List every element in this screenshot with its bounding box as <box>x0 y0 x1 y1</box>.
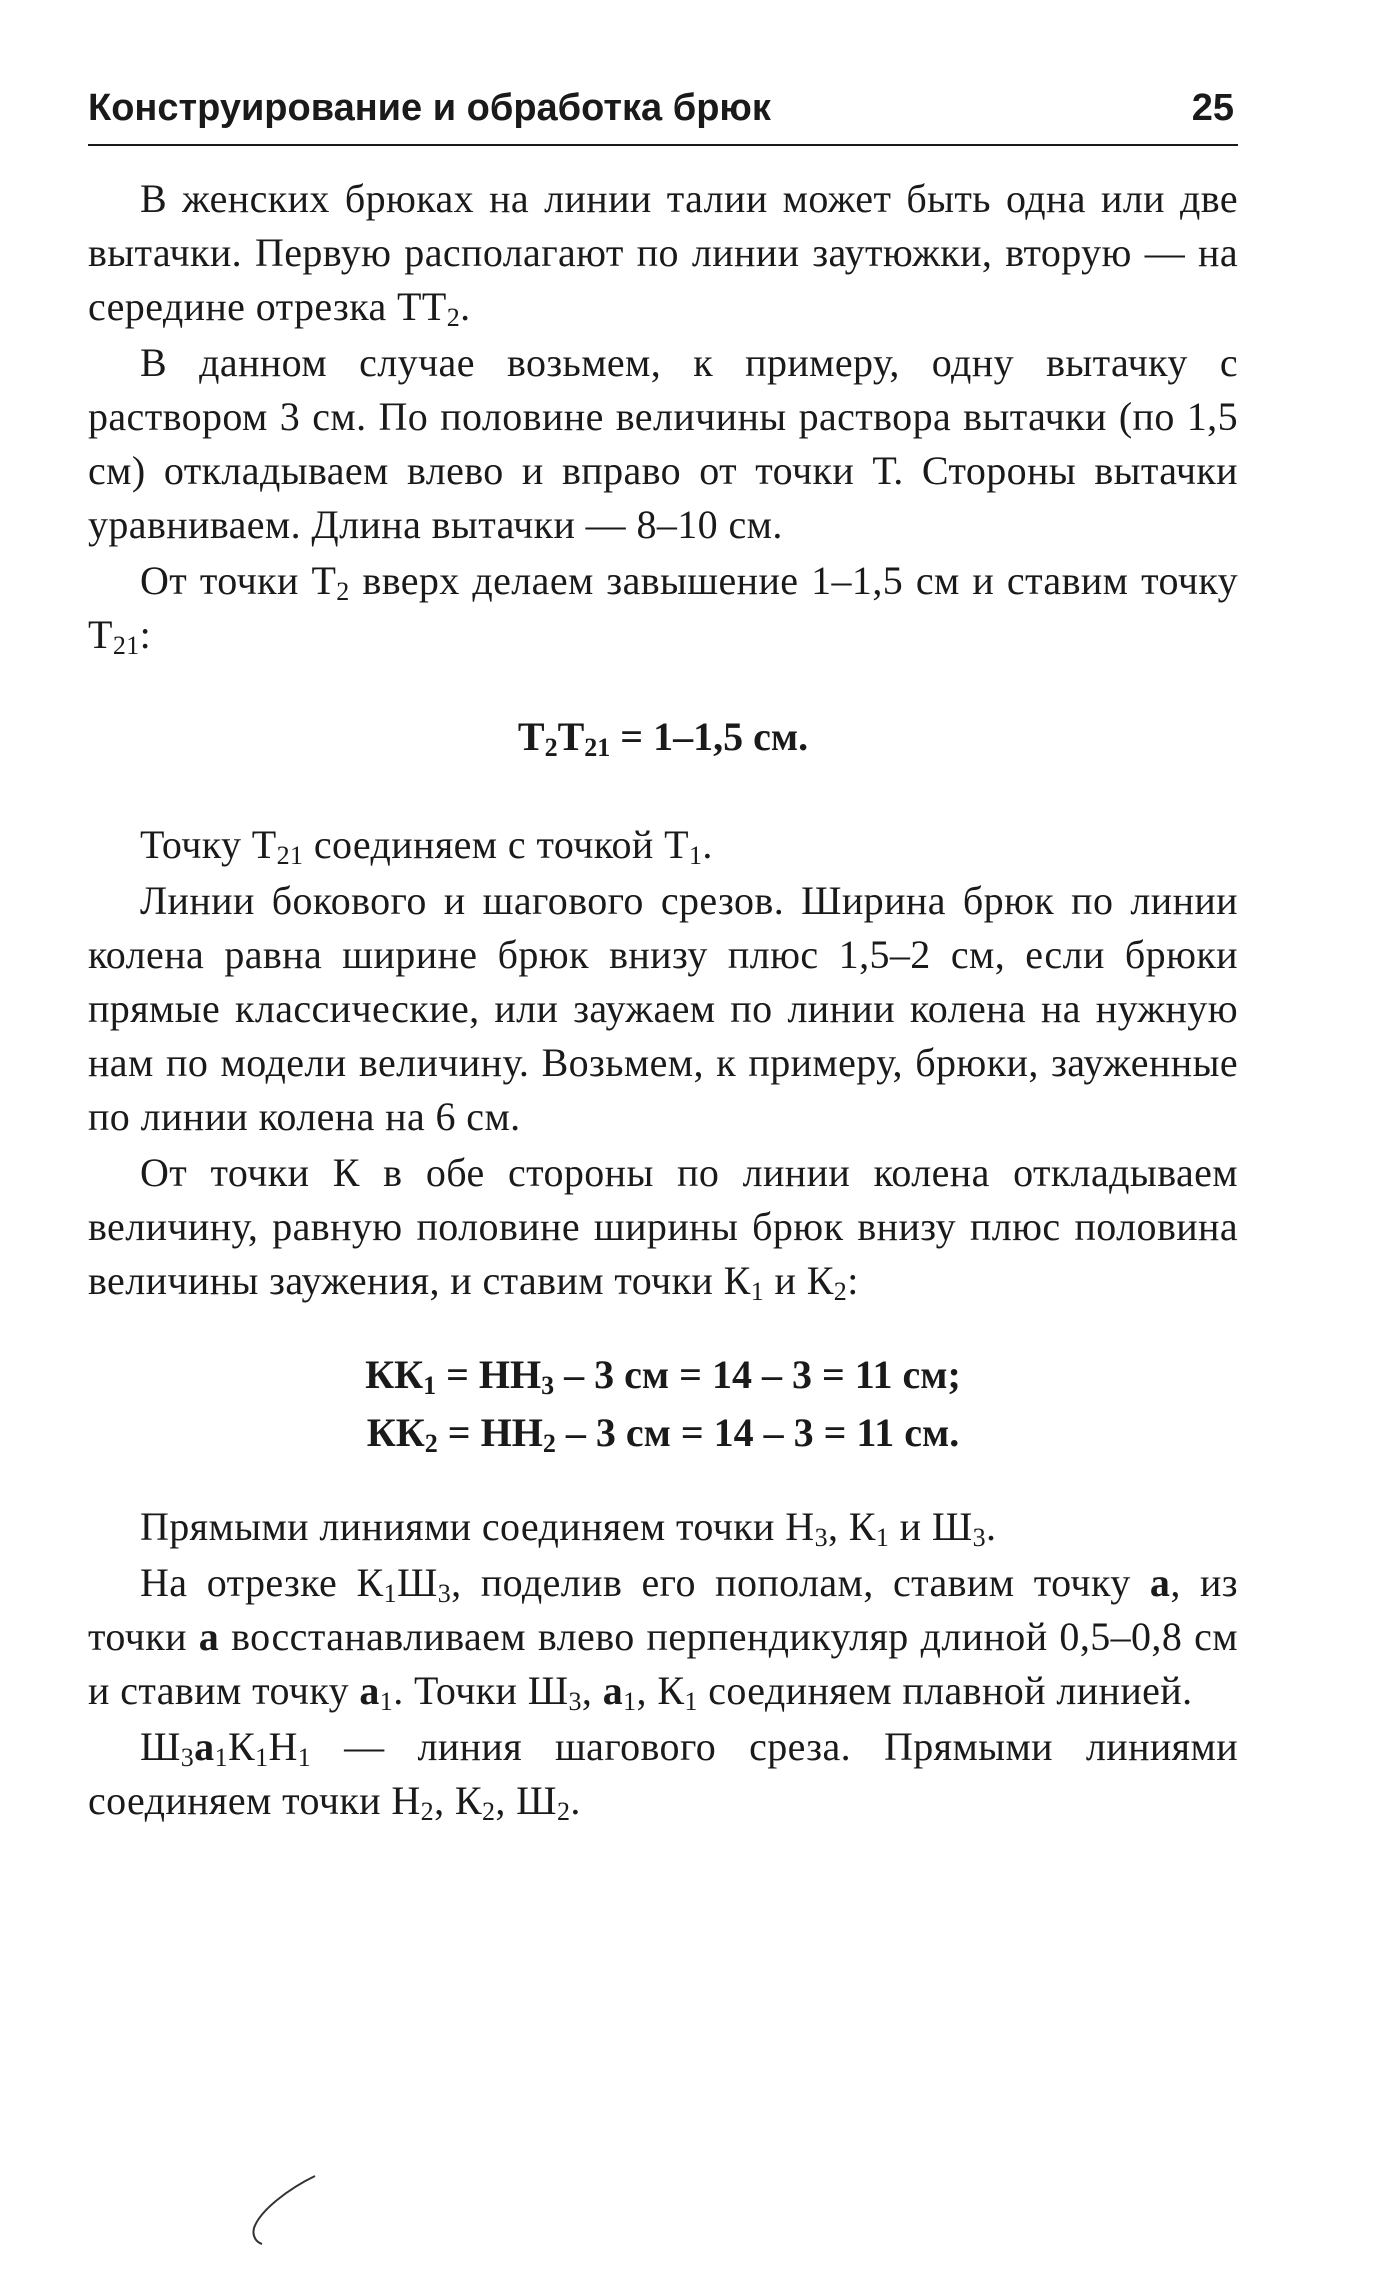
paragraph-1: В женских брюках на линии талии может быть одна или две вытачки. Первую располагают по линии заутюжки, вторую — на середине отрезка $ТТ_2$. <box>88 176 1238 332</box>
paragraph-3: От точки $Т_2$ вверх делаем завышение 1–1,5 см и ставим точку $Т_{21}$: <box>88 558 1239 660</box>
formula-kk2: $КК_2 = НН_2 - 3$ см = 14 – 3 = 11 см. <box>366 1410 960 1458</box>
paragraph-9: $Ш_3а_1К_1Н_1$ — линия шагового среза. Прямыми линиями соединяем точки $Н_2$, $К_2$, $Ш_2$. <box>88 1724 1238 1826</box>
pencil-stroke-mark <box>240 2170 330 2250</box>
paragraph-4: Точку $Т_{21}$ соединяем с точкой $Т_1$. <box>140 822 713 870</box>
formula-group-kk <box>88 1346 1238 1462</box>
running-header <box>88 80 1238 146</box>
page-number: 25 <box>1191 87 1234 129</box>
chapter-title: Конструирование и обработка брюк <box>88 87 771 129</box>
paragraph-6: От точки К в обе стороны по линии колена откладываем величину, равную половине ширины брюк внизу плюс половина величины заужения, и ставим точки $К_1$ и $К_2$: <box>88 1150 1238 1306</box>
page-body <box>88 172 1238 1828</box>
formula-t2t21: $Т_2Т_{21} = 1-1,5$ см. <box>517 714 809 762</box>
paragraph-7: Прямыми линиями соединяем точки $Н_3$, $К_1$ и $Ш_3$. <box>140 1504 997 1552</box>
formula-kk1: $КК_1 = НН_3 - 3$ см = 14 – 3 = 11 см; <box>365 1352 961 1400</box>
paragraph-2: В данном случае возьмем, к примеру, одну вытачку с раствором 3 см. По половине величины раствора вытачки (по 1,5 см) откладываем влево и вправо от точки Т. Стороны вытачки уравниваем. Длина вытачки — 8–10 см. <box>88 340 1238 547</box>
paragraph-8: На отрезке $К_1Ш_3$, поделив его пополам, ставим точку а, из точки а восстанавливаем влево перпендикуляр длиной 0,5–0,8 см и ставим точку $а_1$. Точки $Ш_3$, $а_1$, $К_1$ соединяем плавной линией. <box>88 1560 1239 1716</box>
paragraph-5: Линии бокового и шагового срезов. Ширина брюк по линии колена равна ширине брюк внизу плюс 1,5–2 см, если брюки прямые классические, или заужаем по линии колена на нужную нам по модели величину. Возьмем, к примеру, брюки, зауженные по линии колена на 6 см. <box>88 878 1238 1139</box>
book-page <box>88 80 1238 1830</box>
